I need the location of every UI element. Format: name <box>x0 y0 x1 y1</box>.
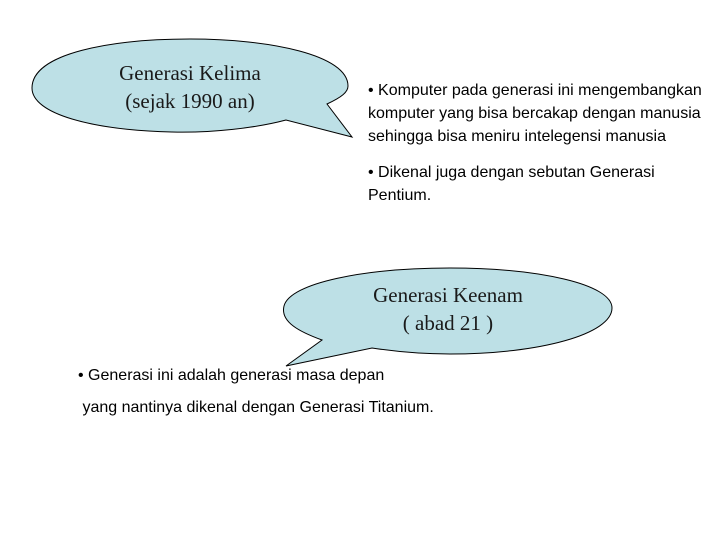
bubble-line-1: Generasi Keenam <box>373 283 523 307</box>
bullet-komputer-bercakap: • Komputer pada generasi ini mengembangkan komputer yang bisa bercakap dengan manusia sehingga bisa meniru intelegensi manusia <box>368 82 702 145</box>
generasi-keenam-description <box>78 364 638 419</box>
bubble-line-1: Generasi Kelima <box>119 61 261 85</box>
bullet-generasi-masa-depan: • Generasi ini adalah generasi masa depan <box>78 367 385 384</box>
bubble-title-generasi-keenam <box>328 281 568 337</box>
bubble-line-2: (sejak 1990 an) <box>125 89 255 113</box>
line-generasi-titanium: yang nantinya dikenal dengan Generasi Titanium. <box>78 399 434 416</box>
bubble-line-2: ( abad 21 ) <box>402 311 494 335</box>
bullet-generasi-pentium: • Dikenal juga dengan sebutan Generasi Pentium. <box>368 164 655 204</box>
